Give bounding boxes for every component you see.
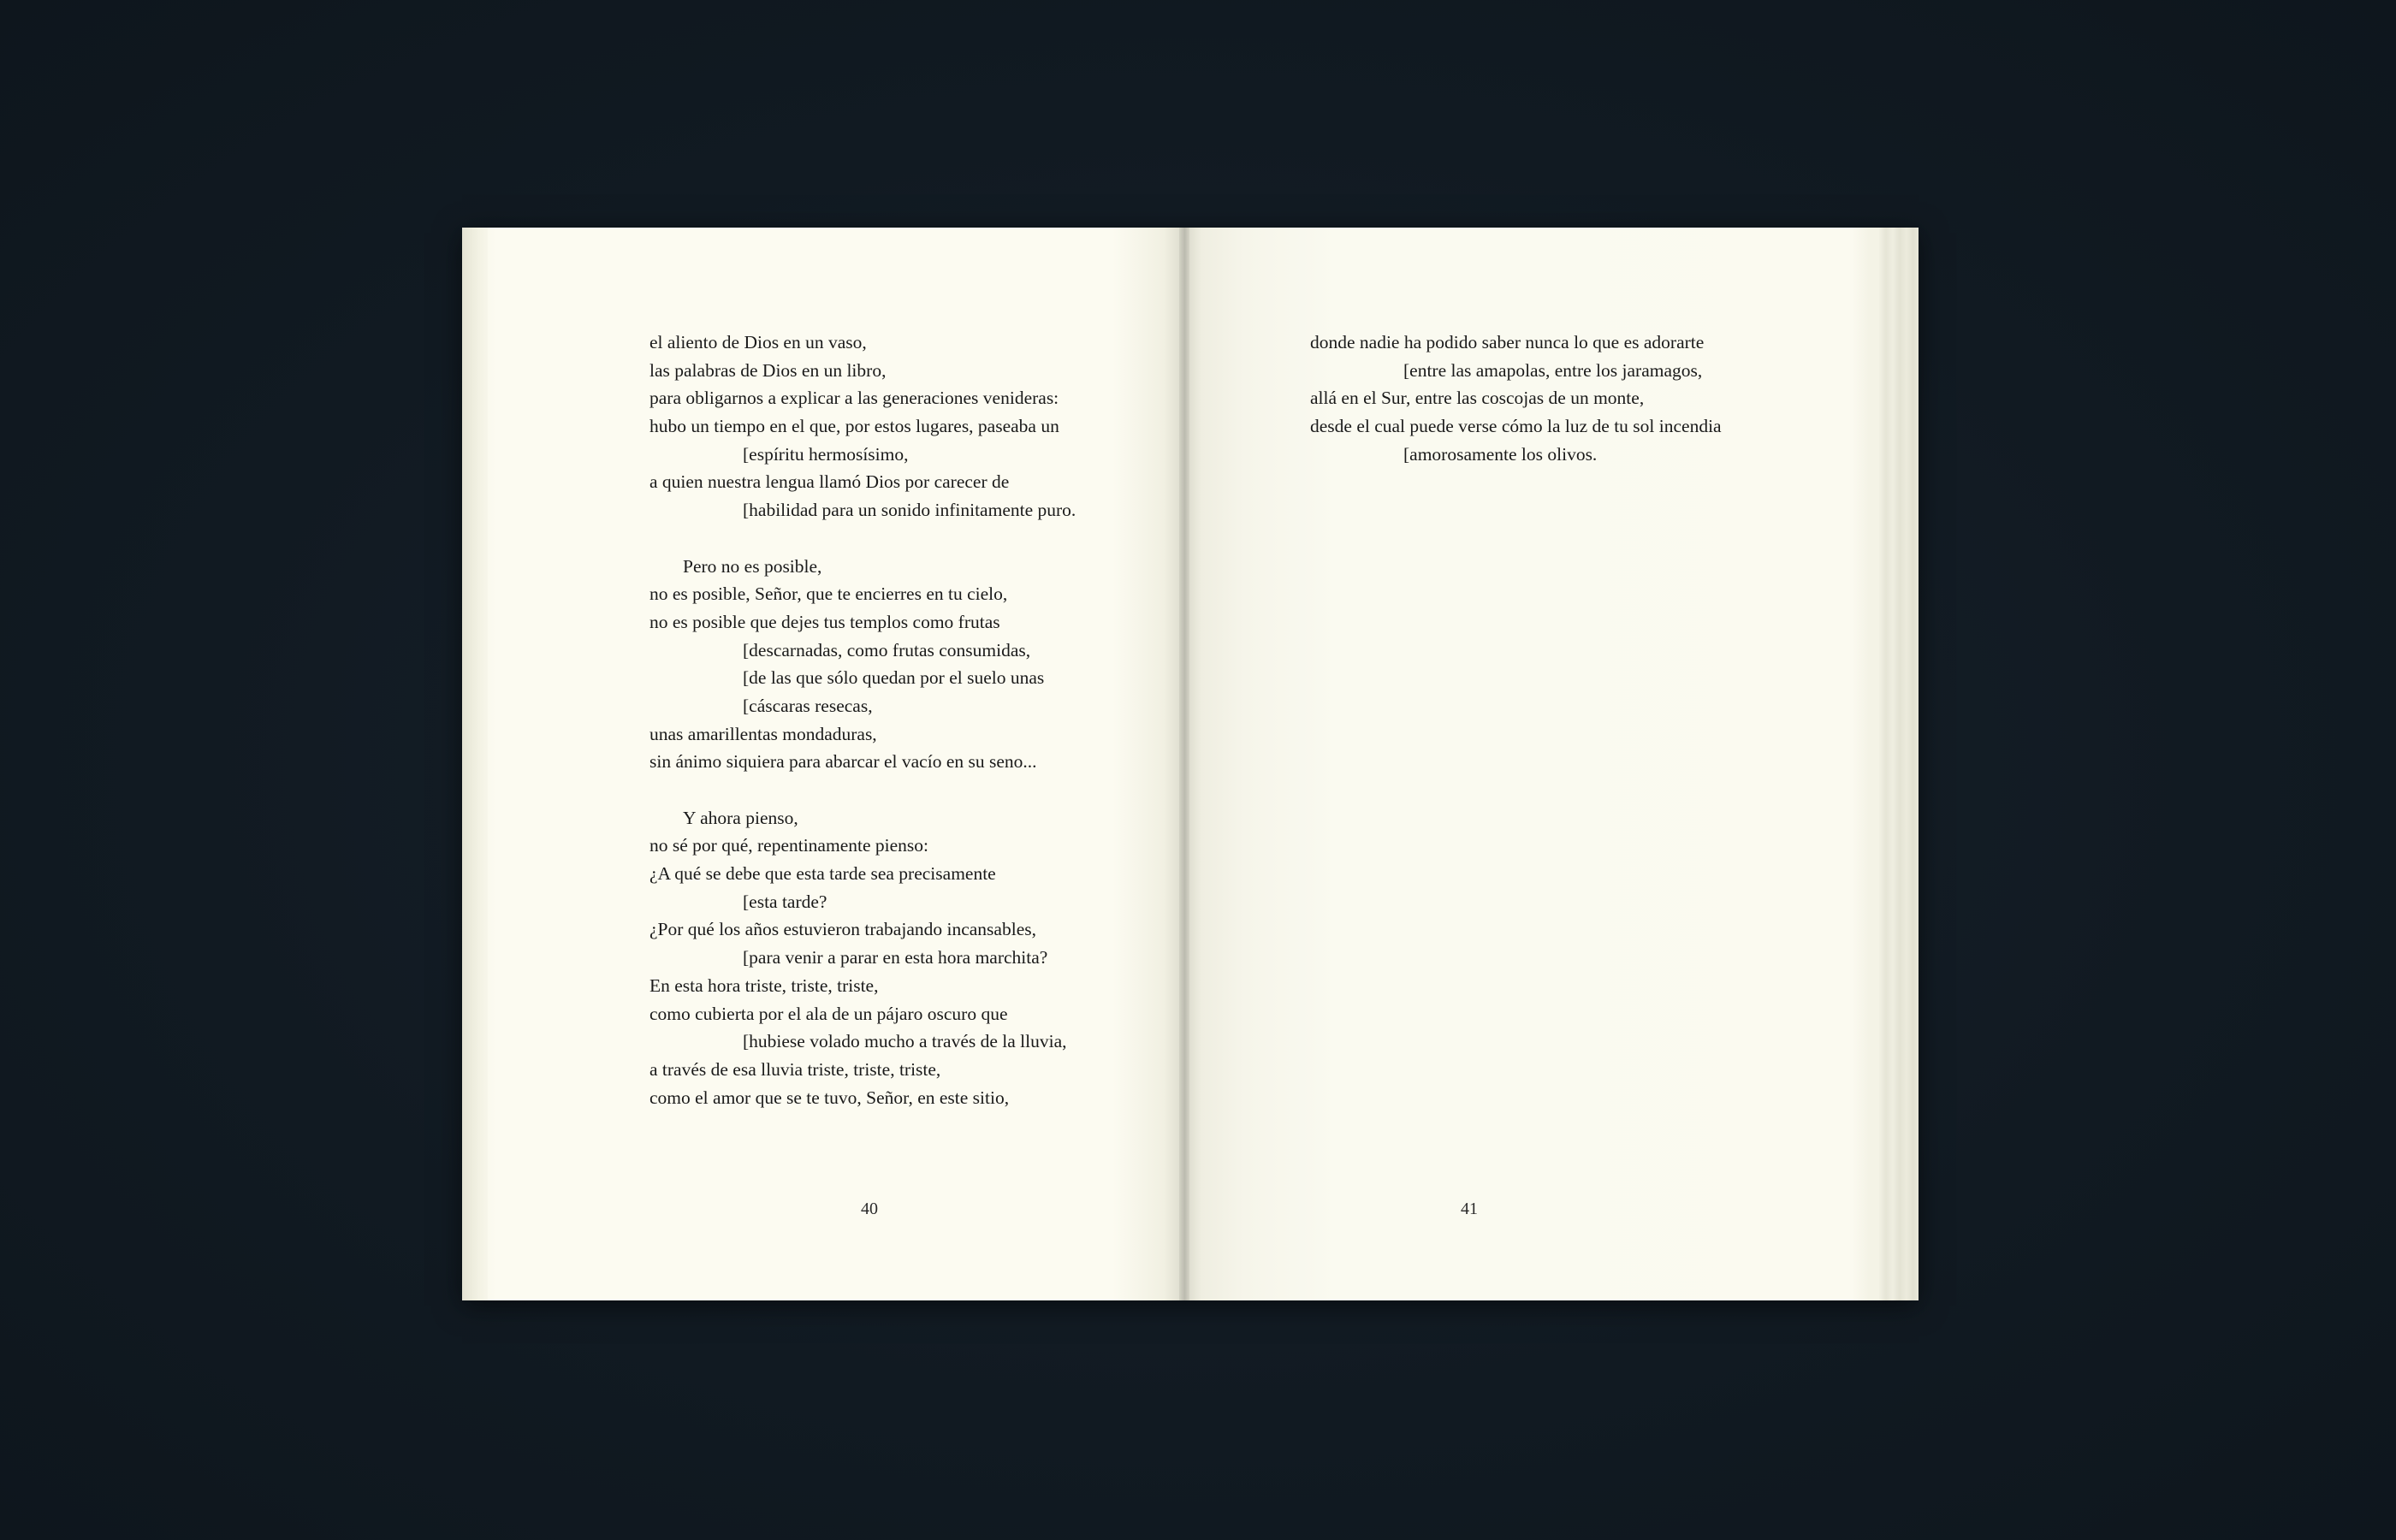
verse-line: el aliento de Dios en un vaso, bbox=[649, 332, 867, 352]
verse-line: las palabras de Dios en un libro, bbox=[649, 359, 887, 381]
verse-line: ¿A qué se debe que esta tarde sea precisamente bbox=[649, 863, 996, 885]
verse-line: desde el cual puede verse cómo la luz de tu sol incendia bbox=[1310, 416, 1722, 437]
verse-line-continuation: [habilidad para un sonido infinitamente puro. bbox=[743, 500, 1076, 521]
left-page-number: 40 bbox=[861, 1199, 878, 1218]
verse-line: como cubierta por el ala de un pájaro oscuro que bbox=[649, 1003, 1008, 1024]
right-page-text bbox=[1310, 329, 1722, 468]
verse-line-continuation: [amorosamente los olivos. bbox=[1403, 443, 1598, 465]
right-page-number: 41 bbox=[1461, 1199, 1478, 1218]
verse-line: Y ahora pienso, bbox=[683, 807, 798, 828]
verse-line: como el amor que se te tuvo, Señor, en este sitio, bbox=[649, 1087, 1010, 1108]
verse-line-continuation: [cáscaras resecas, bbox=[743, 695, 873, 716]
verse-line-continuation: [hubiese volado mucho a través de la lluvia, bbox=[743, 1031, 1067, 1052]
verse-line: sin ánimo siquiera para abarcar el vacío en su seno... bbox=[649, 751, 1037, 773]
right-page-edges bbox=[1879, 228, 1919, 1300]
book-spine-gutter bbox=[1179, 228, 1189, 1300]
verse-line-continuation: [espíritu hermosísimo, bbox=[743, 443, 909, 465]
stanza-break bbox=[649, 524, 1076, 553]
verse-line: a quien nuestra lengua llamó Dios por carecer de bbox=[649, 471, 1010, 493]
verse-line-continuation: [esta tarde? bbox=[743, 891, 827, 912]
verse-line: no es posible que dejes tus templos como frutas bbox=[649, 611, 1000, 632]
left-page-text bbox=[649, 329, 1076, 1111]
verse-line: para obligarnos a explicar a las generaciones venideras: bbox=[649, 388, 1059, 409]
verse-line: hubo un tiempo en el que, por estos lugares, paseaba un bbox=[649, 416, 1059, 437]
left-page-edges bbox=[462, 228, 488, 1300]
verse-line: ¿Por qué los años estuvieron trabajando incansables, bbox=[649, 919, 1036, 940]
open-book bbox=[462, 228, 1919, 1300]
verse-line: unas amarillentas mondaduras, bbox=[649, 723, 877, 744]
verse-line-continuation: [para venir a parar en esta hora marchita? bbox=[743, 947, 1048, 968]
verse-line: no sé por qué, repentinamente pienso: bbox=[649, 835, 928, 856]
verse-line: donde nadie ha podido saber nunca lo que es adorarte bbox=[1310, 332, 1705, 352]
left-page bbox=[462, 228, 1184, 1300]
verse-line: allá en el Sur, entre las coscojas de un monte, bbox=[1310, 388, 1645, 409]
verse-line: a través de esa lluvia triste, triste, triste, bbox=[649, 1058, 941, 1080]
stanza-break bbox=[649, 776, 1076, 804]
verse-line: Pero no es posible, bbox=[683, 555, 822, 577]
verse-line: En esta hora triste, triste, triste, bbox=[649, 974, 879, 996]
verse-line-continuation: [descarnadas, como frutas consumidas, bbox=[743, 639, 1031, 660]
verse-line-continuation: [de las que sólo quedan por el suelo unas bbox=[743, 667, 1045, 689]
right-page bbox=[1184, 228, 1919, 1300]
verse-line: no es posible, Señor, que te encierres en tu cielo, bbox=[649, 583, 1008, 605]
verse-line-continuation: [entre las amapolas, entre los jaramagos, bbox=[1403, 359, 1703, 381]
